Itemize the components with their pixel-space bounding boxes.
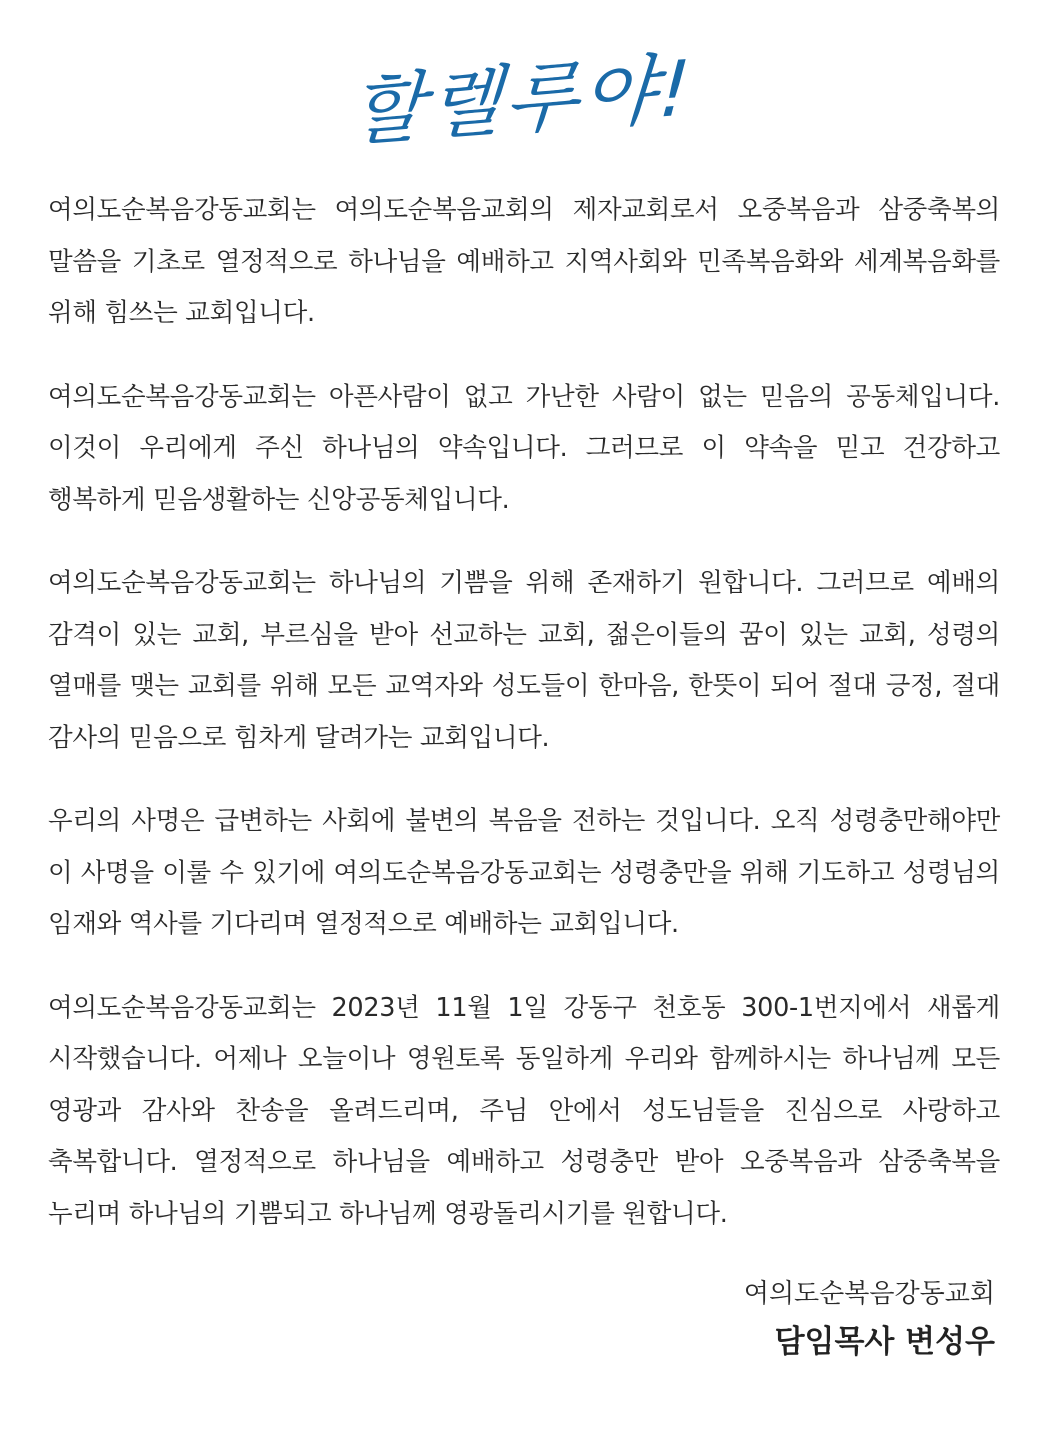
paragraph-5: 여의도순복음강동교회는 2023년 11월 1일 강동구 천호동 300-1번지에서 새롭게 시작했습니다. 어제나 오늘이나 영원토록 동일하게 우리와 함께하시는 하나님께 모든 영광과 감사와 찬송을 올려드리며, 주님 안에서 성도님들을 진심으로 사랑하고 축복합니다. 열정적으로 하나님을 예배하고 성령충만 받아 오중복음과 삼중축복을 누리며 하나님의 기쁨되고 하나님께 영광돌리시기를 원합니다. [48, 992, 1000, 1229]
letter-body [48, 185, 1000, 1272]
paragraph-4: 우리의 사명은 급변하는 사회에 불변의 복음을 전하는 것입니다. 오직 성령충만해야만 이 사명을 이룰 수 있기에 여의도순복음강동교회는 성령충만을 위해 기도하고 성령님의 임재와 역사를 기다리며 열정적으로 예배하는 교회입니다. [48, 806, 1000, 939]
paragraph-1: 여의도순복음강동교회는 여의도순복음교회의 제자교회로서 오중복음과 삼중축복의 말씀을 기초로 열정적으로 하나님을 예배하고 지역사회와 민족복음화와 세계복음화를 위해 힘쓰는 교회입니다. [48, 195, 1000, 328]
paragraph-2: 여의도순복음강동교회는 아픈사람이 없고 가난한 사람이 없는 믿음의 공동체입니다. 이것이 우리에게 주신 하나님의 약속입니다. 그러므로 이 약속을 믿고 건강하고 행복하게 믿음생활하는 신앙공동체입니다. [48, 381, 1000, 515]
hallelujah-title: 할렐루야! [347, 42, 698, 157]
signature-church-name: 여의도순복음강동교회 [743, 1279, 995, 1309]
signature-pastor-name: 담임목사 변성우 [774, 1324, 995, 1360]
title-area [0, 40, 1045, 160]
paragraph-3: 여의도순복음강동교회는 하나님의 기쁨을 위해 존재하기 원합니다. 그러므로 예배의 감격이 있는 교회, 부르심을 받아 선교하는 교회, 젊은이들의 꿈이 있는 교회, 성령의 열매를 맺는 교회를 위해 모든 교역자와 성도들이 한마음, 한뜻이 되어 절대 긍정, 절대 감사의 믿음으로 힘차게 달려가는 교회입니다. [48, 568, 1000, 753]
signature-block [744, 1272, 995, 1368]
